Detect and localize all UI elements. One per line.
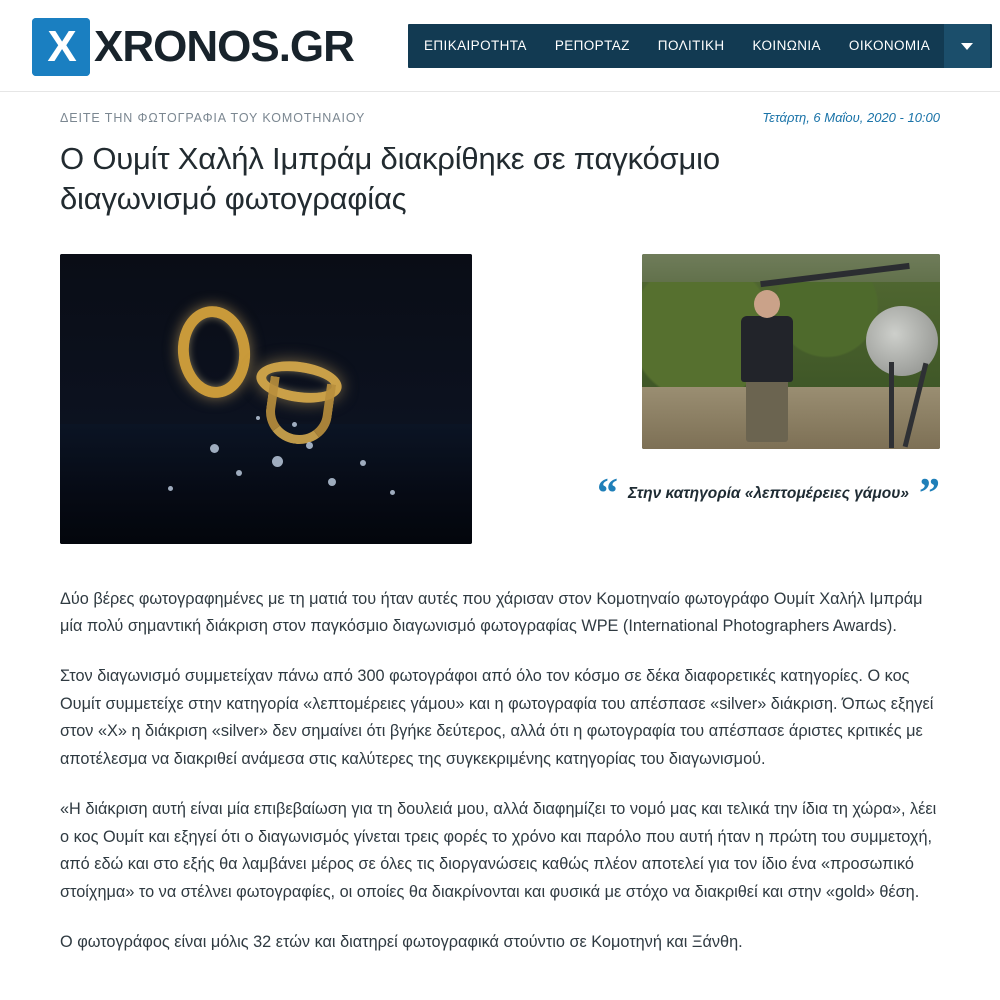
x-logo-letter: X [47,22,75,71]
pull-quote-text: Στην κατηγορία «λεπτομέρειες γάμου» [628,485,909,503]
nav-item-politiki[interactable]: ΠΟΛΙΤΙΚΗ [657,38,725,53]
photo-ground [642,387,940,449]
article-meta-row [60,92,940,125]
article-main-photo [60,254,472,544]
water-droplet [328,478,336,486]
page-title: Ο Ουμίτ Χαλήλ Ιμπράμ διακρίθηκε σε παγκόσμιο διαγωνισμό φωτογραφίας [60,141,720,217]
water-droplet [272,456,283,467]
water-droplet [306,442,313,449]
chevron-down-glyph [961,43,973,50]
quote-open-icon: “ [597,470,619,517]
site-logo-text: XRONOS.GR [94,22,354,71]
article-timestamp: Τετάρτη, 6 Μαΐου, 2020 - 10:00 [762,110,940,125]
water-droplet [390,490,395,495]
main-navigation [408,24,992,68]
nav-item-reportaz[interactable]: ΡΕΠΟΡΤΑΖ [554,38,630,53]
chevron-down-icon[interactable] [944,24,990,68]
article-paragraph: «Η διάκριση αυτή είναι μία επιβεβαίωση για τη δουλειά μου, αλλά διαφημίζει το νομό μας και τελικά την ίδια τη χώρα», λέει ο κος Ουμίτ και εξηγεί ότι ο διαγωνισμός γίνεται τρεις φορές το χρόνο και παρόλο που αυτή ήταν η πρώτη του συμμετοχή, από εδώ και στο εξής θα λαμβάνει μέρος σε όλες τις διοργανώσεις καθώς πλέον αποτελεί για τον ίδιο ένα «προσωπικό στοίχημα» το να στέλνει φωτογραφίες, οι οποίες θα διακρίνονται και φυσικά με στόχο να διακριθεί και στην «gold» θέση. [60,799,937,901]
photo-water-surface [60,424,472,544]
water-droplet [236,470,242,476]
article-photographer-photo [642,254,940,449]
water-droplet [168,486,173,491]
water-droplet [360,460,366,466]
article-paragraph: Ο φωτογράφος είναι μόλις 32 ετών και διατηρεί φωτογραφικά στούντιο σε Κομοτηνή και Ξάνθη. [60,932,743,951]
photo-person-legs [746,378,788,442]
site-header [0,0,1000,92]
photo-tripod-leg [889,362,894,448]
water-droplet [210,444,219,453]
quote-close-icon: ” [919,470,940,517]
article-media-row [60,254,940,544]
article-body [60,586,940,957]
x-logo-icon [32,18,90,76]
article-paragraph: Δύο βέρες φωτογραφημένες με τη ματιά του ήταν αυτές που χάρισαν στον Κομοτηναίο φωτογράφο Ουμίτ Χαλήλ Ιμπράμ μία πολύ σημαντική διάκριση στον παγκόσμιο διαγωνισμό φωτογραφίας WPE (International Photographers Awards). [60,589,923,636]
nav-item-koinonia[interactable]: ΚΟΙΝΩΝΙΑ [752,38,821,53]
nav-item-oikonomia[interactable]: ΟΙΚΟΝΟΜΙΑ [848,38,931,53]
photo-person-head [754,290,780,318]
water-droplet [292,422,297,427]
article-paragraph: Στον διαγωνισμό συμμετείχαν πάνω από 300 φωτογράφοι από όλο τον κόσμο σε δέκα διαφορετικές κατηγορίες. Ο κος Ουμίτ συμμετείχε στην κατηγορία «λεπτομέρειες γάμου» και η φωτογραφία του απέσπασε «silver» διάκριση. Όπως εξηγεί στον «Χ» η διάκριση «silver» δεν σημαίνει ότι βγήκε δεύτερος, αλλά ότι η φωτογραφία του απέσπασε άριστες κριτικές με αποτέλεσμα να διακριθεί ανάμεσα στις καλύτερες της συγκεκριμένης κατηγορίας του διαγωνισμού. [60,667,934,769]
photo-person-body [741,316,793,382]
water-droplet [256,416,260,420]
article-container [0,92,1000,956]
site-logo[interactable] [32,18,354,76]
pull-quote [520,470,940,517]
article-kicker: ΔΕΙΤΕ ΤΗΝ ΦΩΤΟΓΡΑΦΙΑ ΤΟΥ ΚΟΜΟΤΗΝΑΙΟΥ [60,111,366,125]
nav-item-epikairotita[interactable]: ΕΠΙΚΑΙΡΟΤΗΤΑ [424,38,527,53]
